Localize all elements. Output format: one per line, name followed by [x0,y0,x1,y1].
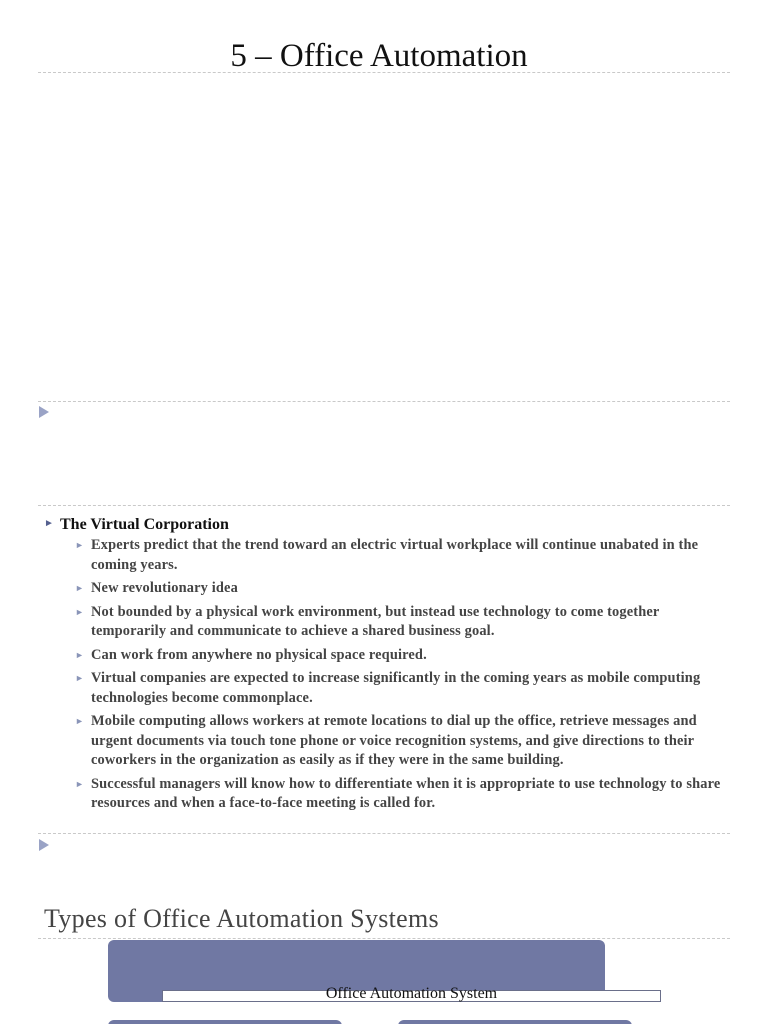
list-item [75,646,734,666]
next-slide-title: Types of Office Automation Systems [44,904,439,933]
content-list [44,514,734,818]
list-item-text: Virtual companies are expected to increase significantly in the coming years as mobile computing technologies become commonplace. [91,670,701,706]
bullet-arrow-icon: ► [75,778,85,789]
title-divider [38,72,730,73]
list-item [75,603,734,642]
list-item-text: Experts predict that the trend toward an electric virtual workplace will continue unabated in the coming years. [91,537,699,573]
list-item [75,712,734,771]
sub-bullet-list [60,536,734,814]
list-item [75,669,734,708]
bullet-arrow-icon: ► [75,540,85,550]
bullet-arrow-icon: ► [75,606,85,617]
content-divider [38,505,730,506]
list-item [75,536,734,575]
list-item-text: New revolutionary idea [91,580,238,596]
section-divider [38,938,730,939]
list-item [75,579,734,599]
bullet-arrow-icon: ► [75,673,85,683]
section-heading: The Virtual Corporation [60,516,229,533]
page-title: 5 – Office Automation [230,38,528,74]
diagram-child-box [398,1020,632,1024]
bullet-arrow-icon: ► [75,649,85,660]
list-item [75,775,734,814]
diagram-child-box [108,1020,342,1024]
diagram-root-label: Office Automation System [325,985,498,1002]
play-arrow-icon[interactable] [38,405,50,419]
list-item-text: Successful managers will know how to differentiate when it is appropriate to use technology to share resources and when a face-to-face meeting is called for. [91,775,721,811]
main-bullet [44,514,734,814]
slide-divider [38,401,730,402]
list-item-text: Mobile computing allows workers at remote locations to dial up the office, retrieve messages and urgent documents via touch tone phone or voice recognition systems, and give directions to their coworkers in the organization as easily as if they were in the same building. [91,713,697,768]
bullet-arrow-icon: ► [44,518,54,529]
list-item-text: Can work from anywhere no physical space required. [91,646,427,663]
bullet-arrow-icon: ► [75,716,85,726]
bullet-arrow-icon: ► [75,583,85,593]
slide-divider [38,833,730,834]
play-arrow-icon[interactable] [38,838,50,852]
list-item-text: Not bounded by a physical work environment, but instead use technology to come together temporarily and communicate to achieve a shared business goal. [91,603,660,639]
